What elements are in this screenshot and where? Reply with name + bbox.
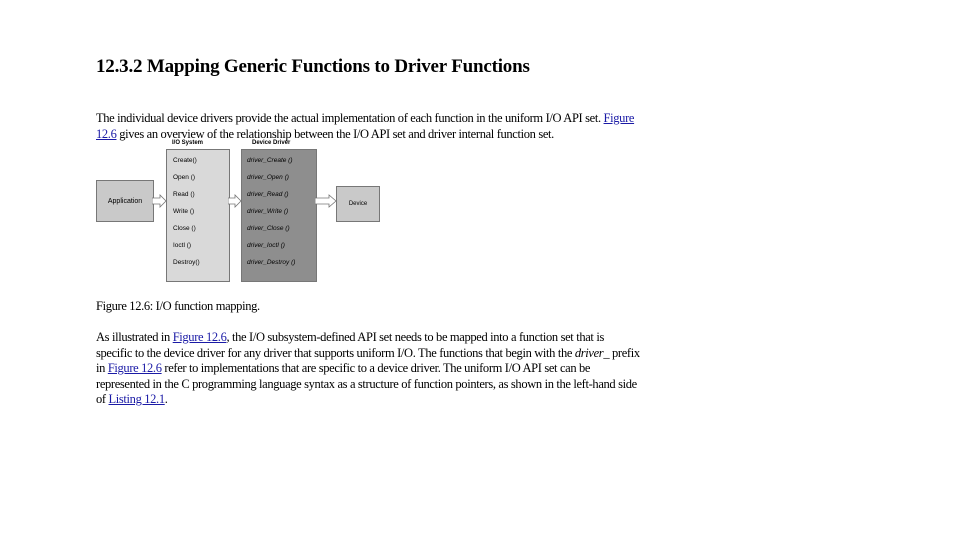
device-driver-box: [241, 149, 317, 282]
figure-caption: Figure 12.6: I/O function mapping.: [96, 299, 260, 313]
driver-to-device-arrow: [315, 194, 337, 208]
section-heading: 12.3.2 Mapping Generic Functions to Driver Functions: [96, 56, 530, 77]
io-system-title: I/O System: [172, 140, 204, 146]
body-line-4: represented in the C programming language syntax as a structure of function pointers, as shown in the left-hand side: [96, 376, 637, 391]
driver-function: driver_Destroy (): [247, 259, 296, 266]
body-text: _ prefix: [603, 345, 640, 360]
driver-function: driver_Ioctl (): [247, 242, 285, 249]
figure-number-link[interactable]: 12.6: [96, 126, 117, 141]
io-function: Destroy(): [173, 259, 200, 266]
body-text: specific to the device driver for any driver that supports uniform I/O. The functions that begin with the: [96, 345, 575, 360]
listing-12-1-link[interactable]: Listing 12.1: [108, 392, 165, 406]
body-line-3: [96, 361, 640, 377]
io-function: Write (): [173, 208, 195, 215]
body-text: of: [96, 392, 109, 406]
figure-link[interactable]: Figure: [603, 111, 635, 125]
io-function: Ioctl (): [173, 242, 192, 249]
device-label: Device: [348, 201, 368, 207]
intro-paragraph: [96, 111, 634, 142]
io-function: Close (): [173, 225, 196, 232]
driver-function: driver_Create (): [247, 157, 293, 164]
application-box: [96, 180, 154, 222]
body-line-2: [96, 346, 640, 362]
figure-12-6-link[interactable]: Figure 12.6: [172, 330, 227, 344]
body-line-1: [96, 330, 640, 346]
io-function: Read (): [173, 191, 195, 198]
intro-text-1: The individual device drivers provide the actual implementation of each function in the uniform I/O API set.: [96, 111, 601, 125]
figure-12-6-link[interactable]: Figure 12.6: [107, 361, 162, 375]
io-system-box: [166, 149, 230, 282]
body-text: refer to implementations that are specific to a device driver. The uniform I/O API set can be: [161, 361, 591, 375]
io-function: Open (): [173, 174, 196, 181]
body-text: .: [164, 392, 168, 406]
driver-function: driver_Open (): [247, 174, 289, 181]
body-text: , the I/O subsystem-defined API set needs to be mapped into a function set that is: [226, 330, 604, 344]
driver-function: driver_Close (): [247, 225, 290, 232]
device-box: [336, 186, 380, 222]
driver-keyword: driver: [574, 345, 604, 360]
driver-function: driver_Read (): [247, 191, 289, 198]
driver-function: driver_Write (): [247, 208, 289, 215]
intro-line-1: [96, 111, 634, 127]
body-text: in: [96, 361, 108, 375]
app-to-io-arrow: [152, 194, 167, 208]
device-driver-title: Device Driver: [252, 140, 291, 146]
application-label: Application: [107, 197, 143, 205]
body-text: As illustrated in: [96, 330, 173, 344]
body-paragraph: [96, 330, 640, 408]
io-mapping-figure: [96, 140, 386, 285]
body-line-5: [96, 392, 640, 408]
intro-text-2: gives an overview of the relationship between the I/O API set and driver internal function set.: [116, 126, 554, 141]
io-to-driver-arrow: [228, 194, 242, 208]
io-function: Create(): [173, 157, 197, 164]
